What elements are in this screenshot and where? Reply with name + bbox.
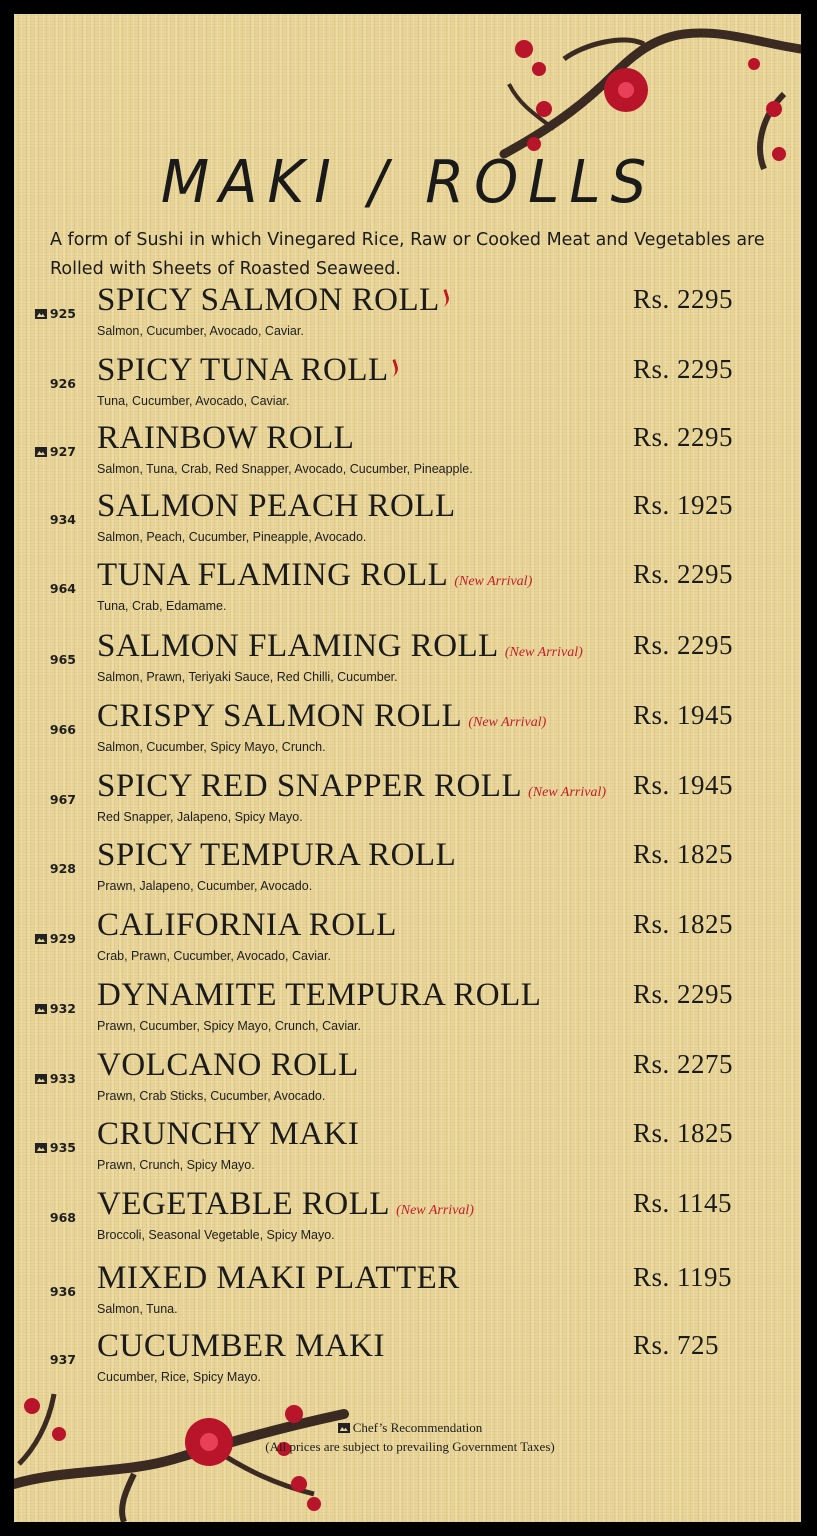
item-ingredients: Tuna, Crab, Edamame. (97, 599, 227, 613)
item-ingredients: Salmon, Cucumber, Avocado, Caviar. (97, 324, 304, 338)
item-code (22, 444, 76, 459)
item-price: Rs. 2295 (633, 630, 734, 660)
menu-item (0, 1047, 817, 1121)
item-price: Rs. 2275 (633, 1049, 734, 1079)
item-code (22, 1140, 76, 1155)
chef-recommendation-icon (35, 934, 47, 944)
item-name-text: VOLCANO ROLL (97, 1047, 359, 1083)
item-code (22, 792, 76, 807)
item-price: Rs. 1925 (633, 490, 734, 520)
item-ingredients: Salmon, Tuna, Crab, Red Snapper, Avocado, Cucumber, Pineapple. (97, 462, 473, 476)
new-arrival-badge: (New Arrival) (454, 574, 533, 589)
menu-item (0, 977, 817, 1051)
item-name-text: MIXED MAKI PLATTER (97, 1260, 460, 1296)
menu-item (0, 1328, 817, 1402)
menu-item (0, 282, 817, 356)
item-name-text: CRISPY SALMON ROLL (97, 698, 463, 734)
item-price: Rs. 2295 (633, 979, 734, 1009)
item-code-text: 936 (49, 1284, 76, 1299)
chef-recommendation-icon (35, 1074, 47, 1084)
menu-item (0, 352, 817, 426)
menu-item (0, 768, 817, 842)
chef-legend-label: Chef’s Recommendation (352, 1420, 483, 1435)
item-code (22, 652, 76, 667)
item-code (22, 581, 76, 596)
item-code (22, 512, 76, 527)
chef-recommendation-icon (35, 1143, 47, 1153)
item-code (22, 1210, 76, 1225)
item-ingredients: Prawn, Crunch, Spicy Mayo. (97, 1158, 255, 1172)
item-code-text: 932 (49, 1001, 76, 1016)
item-code-text: 966 (49, 722, 76, 737)
chef-recommendation-icon (35, 309, 47, 319)
item-code-text: 927 (49, 444, 76, 459)
item-name-text: SALMON PEACH ROLL (97, 488, 456, 524)
item-name (97, 488, 456, 525)
item-price: Rs. 1825 (633, 909, 734, 939)
item-ingredients: Tuna, Cucumber, Avocado, Caviar. (97, 394, 290, 408)
item-name (97, 768, 606, 805)
item-code-text: 968 (49, 1210, 76, 1225)
item-price: Rs. 2295 (633, 354, 734, 384)
item-name-text: CUCUMBER MAKI (97, 1328, 385, 1364)
menu-item (0, 557, 817, 631)
item-name-text: SPICY SALMON ROLL (97, 282, 440, 318)
item-name (97, 282, 448, 319)
tax-note: (All prices are subject to prevailing Government Taxes) (265, 1439, 555, 1454)
item-ingredients: Cucumber, Rice, Spicy Mayo. (97, 1370, 261, 1384)
chef-recommendation-icon (35, 1004, 47, 1014)
item-price: Rs. 2295 (633, 422, 734, 452)
item-ingredients: Broccoli, Seasonal Vegetable, Spicy Mayo. (97, 1228, 335, 1242)
item-ingredients: Prawn, Crab Sticks, Cucumber, Avocado. (97, 1089, 326, 1103)
item-code (22, 306, 76, 321)
menu-item (0, 1260, 817, 1334)
item-ingredients: Salmon, Tuna. (97, 1302, 178, 1316)
item-price: Rs. 1825 (633, 839, 734, 869)
new-arrival-badge: (New Arrival) (468, 715, 547, 730)
chef-legend (250, 1418, 570, 1437)
menu-item (0, 420, 817, 494)
chili-pepper-icon (389, 360, 397, 378)
menu-item (0, 628, 817, 702)
item-ingredients: Prawn, Cucumber, Spicy Mayo, Crunch, Caviar. (97, 1019, 361, 1033)
item-name-text: SALMON FLAMING ROLL (97, 628, 499, 664)
chili-pepper-icon (440, 290, 448, 308)
item-ingredients: Salmon, Prawn, Teriyaki Sauce, Red Chilli, Cucumber. (97, 670, 398, 684)
item-ingredients: Prawn, Jalapeno, Cucumber, Avocado. (97, 879, 313, 893)
new-arrival-badge: (New Arrival) (396, 1203, 474, 1218)
new-arrival-badge: (New Arrival) (504, 645, 583, 660)
item-name-text: CALIFORNIA ROLL (97, 907, 397, 943)
item-name (97, 1186, 474, 1223)
item-code-text: 965 (49, 652, 76, 667)
item-code-text: 935 (49, 1140, 76, 1155)
item-code (22, 1001, 76, 1016)
chef-recommendation-icon (35, 447, 47, 457)
footer (250, 1418, 570, 1456)
item-price: Rs. 1195 (633, 1262, 733, 1292)
item-code-text: 926 (49, 376, 76, 391)
item-price: Rs. 2295 (633, 284, 734, 314)
item-code-text: 925 (49, 306, 76, 321)
item-code-text: 967 (49, 792, 76, 807)
menu-item (0, 907, 817, 981)
new-arrival-badge: (New Arrival) (528, 785, 607, 800)
item-code (22, 376, 76, 391)
item-price: Rs. 2295 (633, 559, 734, 589)
page-title: MAKI / ROLLS (160, 148, 657, 217)
item-code-text: 933 (49, 1071, 76, 1086)
item-name-text: CRUNCHY MAKI (97, 1116, 360, 1152)
item-price: Rs. 1825 (633, 1118, 734, 1148)
item-code-text: 929 (49, 931, 76, 946)
item-name (97, 352, 397, 389)
item-name (97, 628, 583, 665)
item-name (97, 837, 456, 874)
item-price: Rs. 725 (633, 1330, 720, 1360)
item-ingredients: Salmon, Peach, Cucumber, Pineapple, Avocado. (97, 530, 367, 544)
item-name-text: RAINBOW ROLL (97, 420, 355, 456)
item-code (22, 931, 76, 946)
item-code (22, 1071, 76, 1086)
item-code (22, 1284, 76, 1299)
item-name (97, 1260, 460, 1297)
item-name (97, 557, 532, 594)
item-name (97, 420, 354, 457)
item-name-text: SPICY TEMPURA ROLL (97, 837, 457, 873)
item-name (97, 698, 546, 735)
item-name-text: SPICY RED SNAPPER ROLL (97, 768, 523, 804)
item-ingredients: Red Snapper, Jalapeno, Spicy Mayo. (97, 810, 303, 824)
item-name-text: SPICY TUNA ROLL (97, 352, 389, 388)
item-ingredients: Salmon, Cucumber, Spicy Mayo, Crunch. (97, 740, 326, 754)
menu-item (0, 837, 817, 911)
item-name-text: VEGETABLE ROLL (97, 1186, 391, 1222)
item-price: Rs. 1945 (633, 700, 734, 730)
chef-recommendation-icon (338, 1423, 350, 1433)
menu-item (0, 1186, 817, 1260)
menu-item (0, 488, 817, 562)
item-code-text: 964 (49, 581, 76, 596)
item-code-text: 928 (49, 861, 76, 876)
menu-item (0, 1116, 817, 1190)
item-name-text: TUNA FLAMING ROLL (97, 557, 449, 593)
item-name-text: DYNAMITE TEMPURA ROLL (97, 977, 542, 1013)
menu-description: A form of Sushi in which Vinegared Rice, Raw or Cooked Meat and Vegetables are Rolled with Sheets of Roasted Seaweed. (50, 230, 765, 279)
item-name (97, 977, 541, 1014)
item-price: Rs. 1145 (633, 1188, 733, 1218)
item-name (97, 1047, 359, 1084)
item-code (22, 1352, 76, 1367)
item-code (22, 861, 76, 876)
item-code-text: 934 (49, 512, 76, 527)
menu-item (0, 698, 817, 772)
item-ingredients: Crab, Prawn, Cucumber, Avocado, Caviar. (97, 949, 331, 963)
item-price: Rs. 1945 (633, 770, 734, 800)
item-name (97, 1116, 359, 1153)
item-code-text: 937 (49, 1352, 76, 1367)
item-name (97, 1328, 385, 1365)
item-name (97, 907, 397, 944)
item-code (22, 722, 76, 737)
